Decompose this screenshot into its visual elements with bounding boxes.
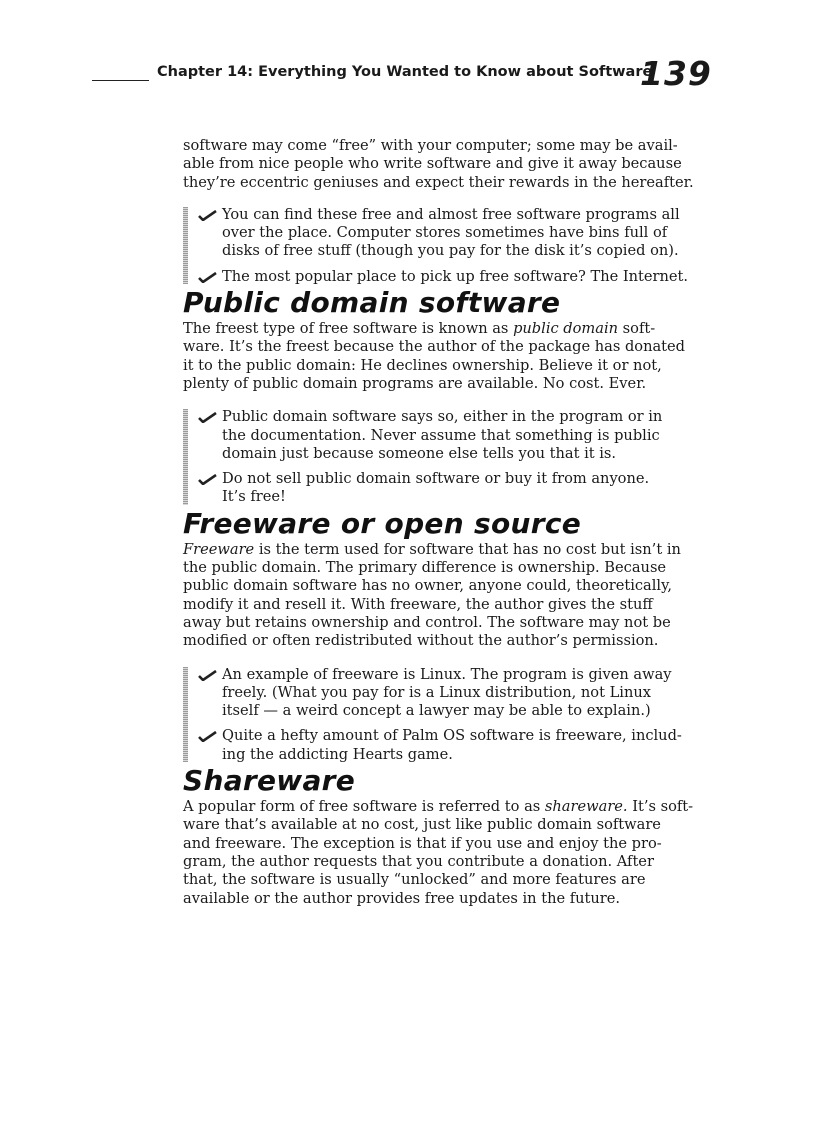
chapter-title: Chapter 14: Everything You Wanted to Know about Software bbox=[157, 64, 653, 80]
shareware-paragraph: A popular form of free software is referred to as shareware. It’s soft- ware that’s available at no cost, just like public domain software and freeware. The exception is that if you use and enjoy the pro- gram, the author requests that you contribute a donation. After that, the software is usually “unlocked” and more features are available or the author provides free updates in the future. bbox=[183, 798, 694, 907]
section-heading-shareware: Shareware bbox=[183, 764, 356, 798]
list-item-text: Do not sell public domain software or buy it from anyone. It’s free! bbox=[222, 470, 650, 506]
checkmark-icon bbox=[198, 272, 217, 283]
margin-bar bbox=[183, 409, 188, 504]
checkmark-icon bbox=[198, 474, 217, 485]
bullet-list bbox=[183, 666, 728, 764]
checkmark-icon bbox=[198, 412, 217, 423]
checkmark-icon bbox=[198, 210, 217, 221]
public-domain-paragraph: The freest type of free software is known as public domain soft- ware. It’s the freest because the author of the package has donated it to the public domain: He declines ownership. Believe it or not, plenty of public domain programs are available. No cost. Ever. bbox=[183, 320, 686, 392]
section-heading-freeware: Freeware or open source bbox=[183, 506, 582, 540]
list-item-text: You can find these free and almost free software programs all over the place. Computer stores sometimes have bins full of disks of free stuff (though you pay for the disk it’s copied on). bbox=[222, 205, 680, 260]
page-content bbox=[183, 137, 728, 908]
list-item-text: An example of freeware is Linux. The program is given away freely. (What you pay for is a Linux distribution, not Linux itself — a weird concept a lawyer may be able to explain.) bbox=[222, 665, 672, 720]
list-item bbox=[198, 408, 728, 463]
intro-paragraph bbox=[183, 137, 728, 192]
text-line: software may come “free” with your computer; some may be avail- bbox=[183, 137, 678, 154]
list-item bbox=[198, 206, 728, 261]
list-item-text: Quite a hefty amount of Palm OS software is freeware, includ- ing the addicting Hearts game. bbox=[222, 727, 682, 763]
list-item bbox=[198, 470, 728, 507]
margin-bar bbox=[183, 667, 188, 762]
list-item bbox=[198, 268, 728, 286]
section-heading-public-domain: Public domain software bbox=[183, 286, 561, 320]
page-number: 139 bbox=[640, 54, 712, 93]
margin-bar bbox=[183, 207, 188, 284]
text-line: able from nice people who write software and give it away because bbox=[183, 155, 682, 173]
list-item-text: The most popular place to pick up free software? The Internet. bbox=[222, 267, 689, 285]
bullet-list bbox=[183, 408, 728, 506]
header-rule bbox=[92, 80, 149, 81]
checkmark-icon bbox=[198, 731, 217, 742]
list-item bbox=[198, 727, 728, 764]
freeware-paragraph: Freeware is the term used for software that has no cost but isn’t in the public domain. The primary difference is ownership. Because public domain software has no owner, anyone could, theoretically, modify it and resell it. With freeware, the author gives the stuff away but retains ownership and control. The software may not be modified or often redistributed without the author’s permission. bbox=[183, 540, 681, 650]
text-line: they’re eccentric geniuses and expect their rewards in the hereafter. bbox=[183, 173, 694, 191]
running-header bbox=[92, 54, 732, 100]
bullet-list bbox=[183, 206, 728, 286]
list-item-text: Public domain software says so, either in the program or in the documentation. Never assume that something is public domain just because someone else tells you that it is. bbox=[222, 408, 663, 462]
checkmark-icon bbox=[198, 670, 217, 681]
list-item bbox=[198, 666, 728, 721]
